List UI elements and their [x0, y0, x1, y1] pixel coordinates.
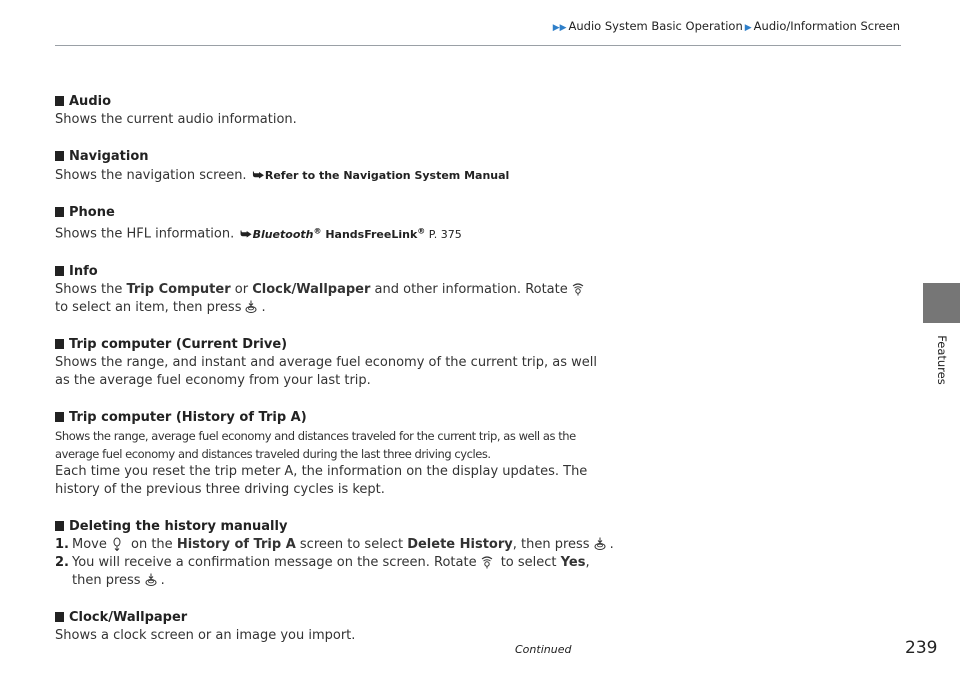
square-bullet-icon [55, 151, 64, 161]
steps-list [55, 536, 615, 590]
press-knob-icon [144, 573, 158, 587]
breadcrumb-arrow-icon: ▶ [744, 23, 752, 33]
section-tab [923, 283, 960, 323]
section-heading: Deleting the history manually [55, 518, 615, 536]
square-bullet-icon [55, 612, 64, 622]
section-text: Shows the range, and instant and average fuel economy of the current trip, as well as the average fuel economy from your last trip. [55, 354, 597, 388]
section-heading: Trip computer (Current Drive) [55, 336, 615, 354]
press-knob-icon [593, 537, 607, 551]
section-heading: Navigation [55, 148, 615, 166]
cross-reference: ⮩Refer to the Navigation System Manual [252, 168, 510, 182]
list-item: 2. You will receive a confirmation message on the screen. Rotate to select Yes, then press . [55, 554, 590, 588]
section-text-condensed: Shows the range, average fuel economy and distances traveled for the current trip, as well as the average fuel economy and distances traveled during the last three driving cycles. [55, 428, 576, 461]
breadcrumb-arrow-icon: ▶▶ [552, 23, 567, 33]
square-bullet-icon [55, 521, 64, 531]
section-delete-history [55, 518, 615, 590]
cross-reference: ⮩Bluetooth® HandsFreeLink® P. 375 [240, 226, 462, 241]
section-navigation [55, 148, 615, 185]
section-heading: Trip computer (History of Trip A) [55, 409, 615, 427]
section-trip-history [55, 409, 615, 499]
section-info [55, 263, 615, 317]
square-bullet-icon [55, 266, 64, 276]
reference-arrow-icon: ⮩ [240, 226, 252, 241]
breadcrumb-item-1: Audio System Basic Operation [568, 19, 743, 33]
continued-label: Continued [515, 643, 572, 656]
page-number: 239 [905, 638, 938, 658]
reference-arrow-icon: ⮩ [252, 168, 264, 182]
section-text: Each time you reset the trip meter A, the information on the display updates. The history of the previous three driving cycles is kept. [55, 463, 588, 497]
square-bullet-icon [55, 96, 64, 106]
section-trip-current [55, 336, 615, 390]
section-audio [55, 93, 615, 129]
section-heading: Info [55, 263, 615, 281]
breadcrumb [551, 19, 900, 33]
move-knob-icon [110, 537, 124, 551]
side-tab-label: Features [934, 335, 949, 385]
section-text: Shows the HFL information. ⮩Bluetooth® HandsFreeLink® P. 375 [55, 226, 462, 242]
section-text: Shows the current audio information. [55, 112, 297, 127]
section-phone [55, 204, 615, 244]
section-heading: Audio [55, 93, 615, 111]
list-item: 1. Move on the History of Trip A screen to select Delete History, then press . [55, 536, 614, 552]
square-bullet-icon [55, 412, 64, 422]
square-bullet-icon [55, 207, 64, 217]
breadcrumb-item-2: Audio/Information Screen [753, 19, 900, 33]
section-text: Shows the navigation screen. ⮩Refer to the Navigation System Manual [55, 168, 510, 183]
press-knob-icon [244, 300, 258, 314]
square-bullet-icon [55, 339, 64, 349]
selector-knob-icon [571, 282, 585, 296]
section-clock [55, 609, 615, 645]
header-divider [55, 45, 901, 46]
section-text: Shows a clock screen or an image you import. [55, 627, 356, 643]
page-body [55, 93, 615, 645]
section-heading: Clock/Wallpaper [55, 609, 615, 627]
selector-knob-icon [480, 555, 494, 569]
section-heading: Phone [55, 204, 615, 222]
section-text: Shows the Trip Computer or Clock/Wallpaper and other information. Rotate to select an item, then press . [55, 281, 615, 317]
